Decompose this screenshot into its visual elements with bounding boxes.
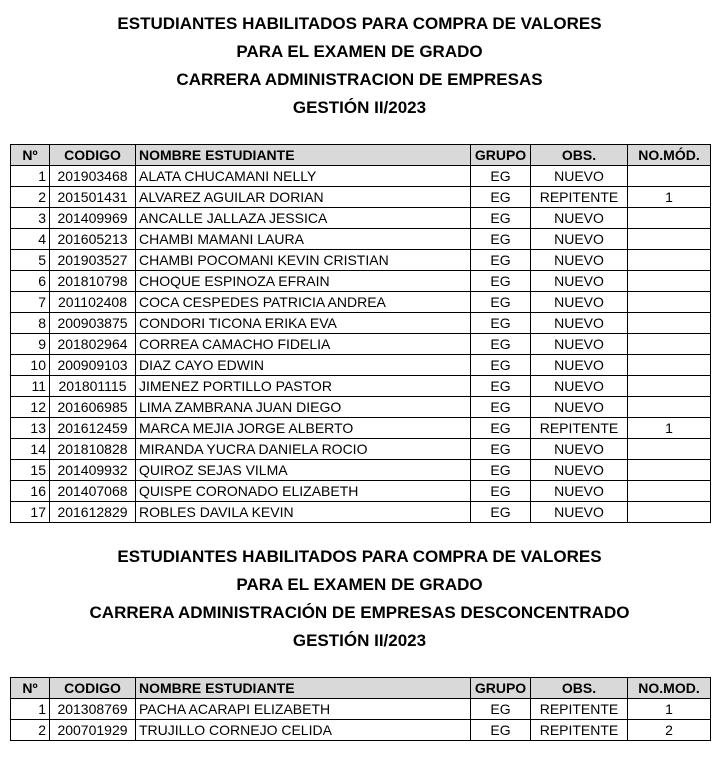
cell-number: 11 [11,376,50,397]
cell-grupo: EG [471,397,531,418]
table-row [11,313,711,334]
cell-no-mod [628,481,711,502]
section1-title [0,10,719,122]
cell-no-mod: 1 [628,187,711,208]
cell-obs: NUEVO [531,292,628,313]
cell-nombre: CORREA CAMACHO FIDELIA [136,334,471,355]
cell-nombre: MARCA MEJIA JORGE ALBERTO [136,418,471,439]
cell-number: 1 [11,166,50,187]
table-header-row [11,145,711,166]
cell-number: 8 [11,313,50,334]
cell-number: 3 [11,208,50,229]
table-row [11,187,711,208]
section2-title-line-2: PARA EL EXAMEN DE GRADO [236,575,483,594]
table-row [11,481,711,502]
cell-nombre: TRUJILLO CORNEJO CELIDA [136,720,471,741]
cell-obs: REPITENTE [531,699,628,720]
cell-codigo: 201903468 [50,166,136,187]
section2-title [0,543,719,655]
cell-codigo: 200701929 [50,720,136,741]
table-row [11,229,711,250]
cell-codigo: 201606985 [50,397,136,418]
cell-codigo: 201612459 [50,418,136,439]
header-codigo: CODIGO [50,678,136,699]
cell-nombre: ALVAREZ AGUILAR DORIAN [136,187,471,208]
table-header-row [11,678,711,699]
cell-nombre: QUIROZ SEJAS VILMA [136,460,471,481]
cell-no-mod [628,166,711,187]
cell-number: 12 [11,397,50,418]
cell-obs: NUEVO [531,502,628,523]
cell-grupo: EG [471,166,531,187]
cell-number: 17 [11,502,50,523]
header-grupo: GRUPO [471,678,531,699]
cell-number: 2 [11,187,50,208]
cell-no-mod [628,208,711,229]
cell-obs: NUEVO [531,166,628,187]
cell-grupo: EG [471,334,531,355]
cell-nombre: PACHA ACARAPI ELIZABETH [136,699,471,720]
cell-obs: NUEVO [531,481,628,502]
section1-title-line-2: PARA EL EXAMEN DE GRADO [236,42,483,61]
table-row [11,502,711,523]
cell-codigo: 201903527 [50,250,136,271]
cell-no-mod [628,397,711,418]
cell-nombre: QUISPE CORONADO ELIZABETH [136,481,471,502]
cell-obs: NUEVO [531,208,628,229]
table-row [11,292,711,313]
cell-nombre: JIMENEZ PORTILLO PASTOR [136,376,471,397]
table-row [11,460,711,481]
header-obs: OBS. [531,678,628,699]
cell-codigo: 200903875 [50,313,136,334]
cell-codigo: 201612829 [50,502,136,523]
students-table-main [10,144,711,523]
cell-number: 10 [11,355,50,376]
header-number: Nº [11,145,50,166]
cell-no-mod [628,502,711,523]
cell-grupo: EG [471,699,531,720]
header-no-mod: NO.MOD. [628,678,711,699]
cell-codigo: 200909103 [50,355,136,376]
cell-no-mod [628,460,711,481]
header-nombre: NOMBRE ESTUDIANTE [136,678,471,699]
cell-codigo: 201810828 [50,439,136,460]
table-row [11,418,711,439]
cell-codigo: 201501431 [50,187,136,208]
table-row [11,397,711,418]
cell-number: 4 [11,229,50,250]
cell-no-mod [628,334,711,355]
cell-grupo: EG [471,271,531,292]
cell-nombre: CHOQUE ESPINOZA EFRAIN [136,271,471,292]
cell-number: 15 [11,460,50,481]
cell-number: 9 [11,334,50,355]
cell-no-mod [628,439,711,460]
section2-title-line-1: ESTUDIANTES HABILITADOS PARA COMPRA DE VALORES [117,547,602,566]
cell-grupo: EG [471,376,531,397]
cell-nombre: CONDORI TICONA ERIKA EVA [136,313,471,334]
cell-codigo: 201409932 [50,460,136,481]
cell-nombre: CHAMBI MAMANI LAURA [136,229,471,250]
students-table-desconcentrado-body [11,699,711,741]
table-row [11,334,711,355]
cell-grupo: EG [471,250,531,271]
section1-title-line-4: GESTIÓN II/2023 [292,98,427,117]
table-row [11,720,711,741]
cell-grupo: EG [471,502,531,523]
cell-number: 6 [11,271,50,292]
cell-codigo: 201802964 [50,334,136,355]
header-grupo: GRUPO [471,145,531,166]
cell-obs: NUEVO [531,250,628,271]
table-row [11,699,711,720]
cell-number: 2 [11,720,50,741]
cell-obs: NUEVO [531,313,628,334]
cell-grupo: EG [471,187,531,208]
header-obs: OBS. [531,145,628,166]
cell-number: 13 [11,418,50,439]
cell-grupo: EG [471,229,531,250]
cell-no-mod [628,313,711,334]
table-row [11,250,711,271]
cell-number: 16 [11,481,50,502]
cell-grupo: EG [471,208,531,229]
cell-grupo: EG [471,355,531,376]
section2-title-line-3: CARRERA ADMINISTRACIÓN DE EMPRESAS DESCONCENTRADO [89,603,630,622]
cell-no-mod [628,271,711,292]
cell-grupo: EG [471,292,531,313]
cell-obs: NUEVO [531,397,628,418]
cell-number: 7 [11,292,50,313]
cell-grupo: EG [471,481,531,502]
cell-nombre: ROBLES DAVILA KEVIN [136,502,471,523]
cell-no-mod: 2 [628,720,711,741]
cell-obs: NUEVO [531,271,628,292]
cell-nombre: COCA CESPEDES PATRICIA ANDREA [136,292,471,313]
cell-number: 14 [11,439,50,460]
cell-obs: NUEVO [531,376,628,397]
cell-grupo: EG [471,313,531,334]
header-codigo: CODIGO [50,145,136,166]
table-row [11,376,711,397]
cell-no-mod [628,376,711,397]
cell-codigo: 201810798 [50,271,136,292]
section1-title-line-3: CARRERA ADMINISTRACION DE EMPRESAS [176,70,543,89]
cell-obs: NUEVO [531,460,628,481]
cell-nombre: LIMA ZAMBRANA JUAN DIEGO [136,397,471,418]
cell-number: 1 [11,699,50,720]
cell-number: 5 [11,250,50,271]
header-number: Nº [11,678,50,699]
cell-no-mod: 1 [628,699,711,720]
cell-grupo: EG [471,460,531,481]
cell-grupo: EG [471,418,531,439]
students-table-main-body [11,166,711,523]
table-row [11,355,711,376]
cell-no-mod [628,355,711,376]
cell-obs: REPITENTE [531,187,628,208]
cell-obs: REPITENTE [531,720,628,741]
cell-no-mod [628,292,711,313]
table-row [11,271,711,292]
table-row [11,439,711,460]
section1-title-line-1: ESTUDIANTES HABILITADOS PARA COMPRA DE VALORES [117,14,602,33]
cell-nombre: DIAZ CAYO EDWIN [136,355,471,376]
cell-grupo: EG [471,439,531,460]
cell-codigo: 201308769 [50,699,136,720]
cell-codigo: 201409969 [50,208,136,229]
cell-nombre: ALATA CHUCAMANI NELLY [136,166,471,187]
cell-obs: REPITENTE [531,418,628,439]
table-row [11,208,711,229]
cell-no-mod [628,229,711,250]
cell-obs: NUEVO [531,334,628,355]
cell-codigo: 201102408 [50,292,136,313]
cell-obs: NUEVO [531,229,628,250]
section2-title-line-4: GESTIÓN II/2023 [292,631,427,650]
header-nombre: NOMBRE ESTUDIANTE [136,145,471,166]
cell-codigo: 201801115 [50,376,136,397]
cell-codigo: 201605213 [50,229,136,250]
cell-grupo: EG [471,720,531,741]
cell-nombre: CHAMBI POCOMANI KEVIN CRISTIAN [136,250,471,271]
table-row [11,166,711,187]
cell-obs: NUEVO [531,355,628,376]
cell-no-mod: 1 [628,418,711,439]
cell-obs: NUEVO [531,439,628,460]
cell-nombre: ANCALLE JALLAZA JESSICA [136,208,471,229]
cell-no-mod [628,250,711,271]
cell-nombre: MIRANDA YUCRA DANIELA ROCIO [136,439,471,460]
header-no-mod: NO.MÓD. [628,145,711,166]
cell-codigo: 201407068 [50,481,136,502]
students-table-desconcentrado [10,677,711,741]
